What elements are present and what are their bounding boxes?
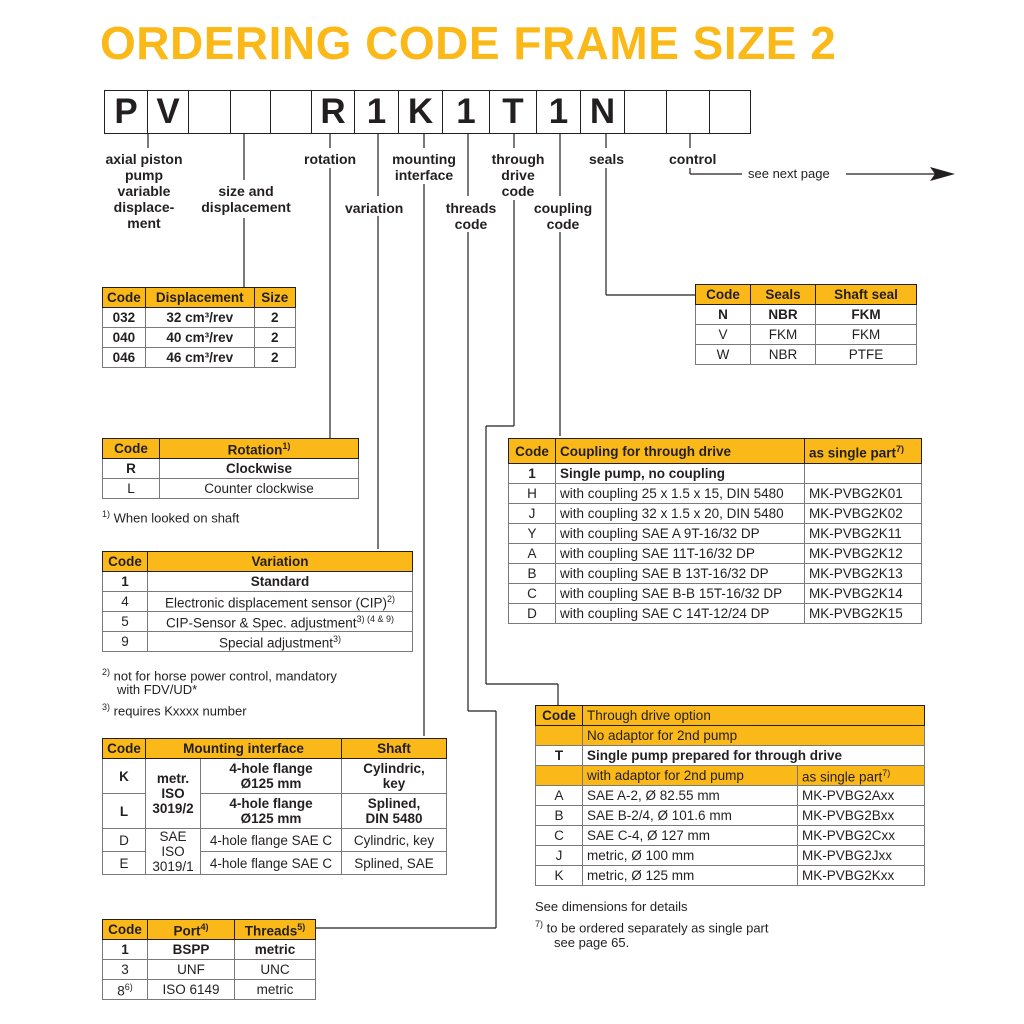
table-cell: 40 cm³/rev [145,328,254,348]
code-box: K [398,90,443,134]
table-cell [148,632,413,652]
col-header-through-drive: Through drive option [583,706,925,726]
table-cell: L [103,794,146,829]
table-cell: 2 [254,308,295,328]
sub-header-single-part [798,766,925,786]
table-cell [146,829,201,875]
cell-line: ISO [161,844,185,859]
table-cell: MK-PVBG2Axx [798,786,925,806]
footnote-ref: 3) [333,634,342,645]
table-cell: MK-PVBG2K15 [805,604,922,624]
table-cell: T [536,746,583,766]
code-box: 1 [442,90,490,134]
table-cell [536,766,583,786]
table-cell [536,726,583,746]
table-cell [201,794,342,829]
col-header-code: Code [103,920,148,940]
table-cell: D [103,829,146,852]
table-cell: V [696,325,751,345]
cell-line: key [382,776,406,791]
table-cell: metric, Ø 100 mm [583,846,798,866]
table-cell: 040 [103,328,146,348]
table-cell: C [509,584,556,604]
table-cell: FKM [816,325,917,345]
variation-footnote-3 [102,699,247,719]
col-header-seals: Seals [751,285,816,305]
table-cell: metric [235,940,316,960]
seals-table [695,284,917,365]
col-header-code: Code [103,552,148,572]
table-cell [805,464,922,484]
table-cell: BSPP [148,940,235,960]
table-cell: A [536,786,583,806]
table-cell: N [696,305,751,325]
table-cell: J [509,504,556,524]
cell-line: Ø125 mm [240,811,302,826]
col-header-shaft-seal: Shaft seal [816,285,917,305]
header-text: as single part [802,769,883,785]
coupling-table [508,438,922,624]
table-cell: with coupling SAE C 14T-12/24 DP [556,604,805,624]
table-cell: 4 [103,592,148,612]
table-cell: 46 cm³/rev [145,348,254,368]
label-rotation: rotation [304,151,357,167]
col-header-code: Code [509,439,556,464]
through-note-3: see page 65. [554,935,630,950]
table-cell: 32 cm³/rev [145,308,254,328]
label-threads: threads code [445,200,497,232]
table-cell: PTFE [816,345,917,365]
table-cell: J [536,846,583,866]
cell-text: CIP-Sensor & Spec. adjustment [165,615,357,631]
footnote-ref: 2) [102,667,111,677]
table-cell: C [536,826,583,846]
table-cell [148,612,413,632]
through-note-1: See dimensions for details [535,899,688,914]
header-text: Port [173,923,201,939]
header-text: Threads [244,923,298,939]
table-cell: Standard [148,572,413,592]
table-cell [148,592,413,612]
cell-line: ISO [161,786,185,801]
page-title: ORDERING CODE FRAME SIZE 2 [100,17,837,69]
table-cell: Counter clockwise [160,479,359,499]
table-cell: MK-PVBG2Bxx [798,806,925,826]
table-cell: 2 [254,328,295,348]
table-cell: MK-PVBG2K01 [805,484,922,504]
table-cell: 1 [509,464,556,484]
table-cell: Splined, SAE [342,852,447,875]
code-box: R [311,90,355,134]
table-cell [342,759,447,794]
table-cell: H [509,484,556,504]
table-cell: A [509,544,556,564]
col-header-size: Size [254,288,295,308]
footnote-ref: 5) [297,922,306,933]
col-header-displacement: Displacement [145,288,254,308]
cell-line: 3019/1 [152,859,194,874]
table-cell: 046 [103,348,146,368]
table-cell: D [509,604,556,624]
label-control: control [669,151,717,167]
header-text: as single part [809,445,897,461]
table-cell [342,794,447,829]
rotation-table [102,438,359,499]
mounting-table [102,738,447,875]
footnote-ref: 7) [535,919,544,929]
col-header-code: Code [103,288,146,308]
table-cell: MK-PVBG2K02 [805,504,922,524]
code-box: V [147,90,189,134]
table-cell: SAE B-2/4, Ø 101.6 mm [583,806,798,826]
table-cell: 4-hole flange SAE C [201,829,342,852]
table-cell: K [103,759,146,794]
table-cell: metric [235,980,316,1000]
table-cell: K [536,866,583,886]
through-drive-table [535,705,925,886]
table-cell: W [696,345,751,365]
table-cell: 9 [103,632,148,652]
table-cell: with coupling SAE 11T-16/32 DP [556,544,805,564]
cell-line: Ø125 mm [240,776,302,791]
table-cell: No adaptor for 2nd pump [583,726,925,746]
cell-text: Special adjustment [218,635,334,651]
code-box: T [489,90,537,134]
table-cell: E [103,852,146,875]
label-variation: variation [345,200,404,216]
label-mounting: mounting interface [392,151,456,183]
sub-header-adaptor: with adaptor for 2nd pump [583,766,798,786]
table-cell: Clockwise [160,459,359,479]
footnote-ref: 3) [102,702,111,712]
label-seals: seals [589,151,625,167]
table-cell: FKM [751,325,816,345]
table-cell: MK-PVBG2K11 [805,524,922,544]
table-cell: UNC [235,960,316,980]
table-cell: MK-PVBG2K14 [805,584,922,604]
cell-line: Cylindric, [363,761,425,776]
displacement-table [102,287,296,368]
table-cell: L [103,479,160,499]
col-header-coupling: Coupling for through drive [556,439,805,464]
rotation-header-text: Rotation [227,442,283,458]
table-cell: with coupling SAE B-B 15T-16/32 DP [556,584,805,604]
col-header-port [148,920,235,940]
table-cell: 2 [254,348,295,368]
variation-table [102,551,413,652]
col-header-shaft: Shaft [342,739,447,759]
table-cell: MK-PVBG2K13 [805,564,922,584]
table-cell: NBR [751,345,816,365]
table-cell: ISO 6149 [148,980,235,1000]
table-cell: with coupling 25 x 1.5 x 15, DIN 5480 [556,484,805,504]
table-cell: MK-PVBG2K12 [805,544,922,564]
table-cell: with coupling SAE B 13T-16/32 DP [556,564,805,584]
cell-line: 4-hole flange [229,761,313,776]
see-next-page: see next page [748,166,830,181]
table-cell: 1 [103,572,148,592]
variation-footnote-2b: with FDV/UD* [117,682,198,697]
label-size: size and displacement [201,183,291,215]
col-header-code: Code [103,739,146,759]
footnote-ref: 6) [124,982,133,993]
table-cell: 5 [103,612,148,632]
table-cell: MK-PVBG2Cxx [798,826,925,846]
label-through: through drive code [491,151,545,199]
table-cell: 032 [103,308,146,328]
footnote-text: not for horse power control, mandatory [113,668,337,684]
table-cell: FKM [816,305,917,325]
footnote-text: requires Kxxxx number [113,703,247,719]
footnote-ref: 1) [282,441,291,452]
table-cell: Single pump, no coupling [556,464,805,484]
cell-line: 4-hole flange [229,796,313,811]
cell-text: 8 [117,983,125,999]
footnote-ref: 2) [387,594,396,605]
col-header-code: Code [536,706,583,726]
footnote-ref: 7) [882,768,891,779]
table-cell: 4-hole flange SAE C [201,852,342,875]
table-cell: 3 [103,960,148,980]
table-cell [103,980,148,1000]
table-cell: 1 [103,940,148,960]
table-cell: B [536,806,583,826]
code-box: 1 [536,90,581,134]
table-cell: NBR [751,305,816,325]
cell-line: 3019/2 [152,801,194,816]
table-cell: MK-PVBG2Kxx [798,866,925,886]
table-cell [201,759,342,794]
table-cell: SAE A-2, Ø 82.55 mm [583,786,798,806]
cell-line: metr. [156,771,190,786]
footnote-text: When looked on shaft [113,510,240,526]
table-cell: with coupling SAE A 9T-16/32 DP [556,524,805,544]
table-cell: SAE C-4, Ø 127 mm [583,826,798,846]
table-cell: UNF [148,960,235,980]
table-cell: Y [509,524,556,544]
label-axial-piston: axial piston pump variable displace-ment [105,151,183,231]
cell-line: Splined, [367,796,421,811]
col-header-mounting: Mounting interface [146,739,342,759]
col-header-rotation [160,439,359,459]
cell-line: DIN 5480 [365,811,423,826]
table-cell: B [509,564,556,584]
footnote-ref: 4) [200,922,209,933]
rotation-footnote [102,506,239,526]
table-cell: MK-PVBG2Jxx [798,846,925,866]
table-cell: R [103,459,160,479]
col-header-code: Code [696,285,751,305]
code-box: P [104,90,148,134]
col-header-code: Code [103,439,160,459]
code-box: 1 [354,90,399,134]
cell-text: Electronic displacement sensor (CIP) [164,595,388,611]
footnote-ref: 3) (4 & 9) [356,614,395,625]
table-cell: with coupling 32 x 1.5 x 20, DIN 5480 [556,504,805,524]
table-cell [146,759,201,829]
table-cell: Cylindric, key [342,829,447,852]
footnote-text: to be ordered separately as single part [546,920,769,936]
footnote-ref: 1) [102,509,111,519]
col-header-variation: Variation [148,552,413,572]
footnote-ref: 7) [896,443,905,454]
cell-line: SAE [159,829,187,844]
code-box: N [580,90,625,134]
table-cell: Single pump prepared for through drive [583,746,925,766]
col-header-single-part [805,439,922,464]
port-table [102,919,316,1000]
col-header-threads [235,920,316,940]
table-cell: metric, Ø 125 mm [583,866,798,886]
label-coupling: coupling code [533,200,593,232]
